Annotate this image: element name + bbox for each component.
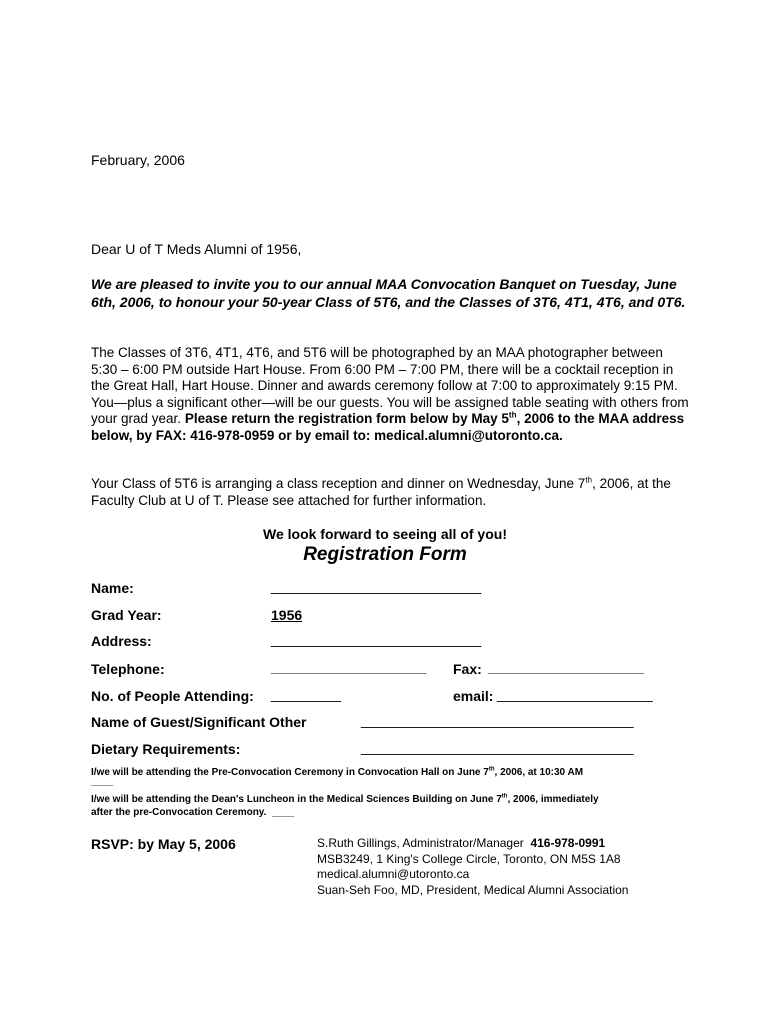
contact-block: [317, 836, 628, 898]
rsvp-deadline: RSVP: by May 5, 2006: [91, 836, 236, 852]
address-field[interactable]: ___________________________: [271, 631, 482, 647]
guest-label: Name of Guest/Significant Other: [91, 714, 307, 730]
fax-field[interactable]: ____________________: [488, 659, 644, 675]
name-field[interactable]: ___________________________: [271, 578, 482, 594]
fax-label: Fax:: [453, 661, 482, 677]
dietary-field[interactable]: ___________________________________: [361, 739, 634, 755]
look-forward-text: We look forward to seeing all of you!: [263, 526, 507, 542]
people-attending-label: No. of People Attending:: [91, 688, 254, 704]
details-text: The Classes of 3T6, 4T1, 4T6, and 5T6 will be photographed by an MAA photographer between 5:30 – 6:00 PM outside Hart House. From 6:00 PM – 7:00 PM, there will be a cocktail reception in the Great Hall, Hart House. Dinner and awards ceremony follow at 7:00 to approximately 9:15 PM. You—plus a significant other—will be our guests. You will be assigned table seating with others from your grad year.: [91, 345, 689, 426]
luncheon-statement-cont: after the pre-Convocation Ceremony. ____: [91, 807, 295, 818]
contact-name: S.Ruth Gillings, Administrator/Manager: [317, 836, 524, 850]
luncheon-statement: I/we will be attending the Dean's Luncheon in the Medical Sciences Building on June 7th, 2006, immediately: [91, 793, 599, 805]
luncheon-checkbox-line[interactable]: ____: [271, 807, 295, 818]
contact-line: [317, 836, 628, 852]
dietary-label: Dietary Requirements:: [91, 741, 241, 757]
contact-phone: 416-978-0991: [530, 836, 606, 850]
salutation: Dear U of T Meds Alumni of 1956,: [91, 241, 302, 257]
email-field[interactable]: ____________________: [497, 686, 653, 702]
contact-address: MSB3249, 1 King's College Circle, Toronto, ON M5S 1A8: [317, 851, 621, 866]
return-instructions: Please return the registration form below by May 5: [184, 411, 509, 426]
invitation-paragraph: We are pleased to invite you to our annual MAA Convocation Banquet on Tuesday, June 6th, 2006, to honour your 50-year Class of 5T6, and the Classes of 3T6, 4T1, 4T6, and 0T6.: [91, 276, 686, 310]
name-label: Name:: [91, 580, 134, 596]
registration-form-title: Registration Form: [303, 544, 467, 565]
people-attending-field[interactable]: _________: [271, 686, 342, 702]
telephone-field[interactable]: ____________________: [271, 659, 427, 675]
president-line: Suan-Seh Foo, MD, President, Medical Alumni Association: [317, 882, 629, 897]
grad-year-label: Grad Year:: [91, 607, 162, 623]
grad-year-value: 1956: [271, 607, 303, 623]
telephone-label: Telephone:: [91, 661, 165, 677]
ceremony-statement: I/we will be attending the Pre-Convocation Ceremony in Convocation Hall on June 7th, 2006, at 10:30 AM: [91, 766, 584, 778]
details-paragraph: The Classes of 3T6, 4T1, 4T6, and 5T6 will be photographed by an MAA photographer between 5:30 – 6:00 PM outside Hart House. From 6:00 PM – 7:00 PM, there will be a cocktail reception in the Great Hall, Hart House. Dinner and awards ceremony follow at 7:00 to approximately 9:15 PM. You—plus a significant other—will be our guests. You will be assigned table seating with others from your grad year. Please return the registration form below by May 5th, 2006 to the MAA address below, by FAX: 416-978-0959 or by email to: medical.alumni@utoronto.ca.: [91, 345, 689, 443]
class-reception-paragraph: Your Class of 5T6 is arranging a class reception and dinner on Wednesday, June 7th, 2006, at the Faculty Club at U of T. Please see attached for further information.: [91, 475, 671, 508]
email-label: email:: [453, 688, 494, 704]
ceremony-checkbox-line[interactable]: ____: [91, 776, 114, 787]
address-label: Address:: [91, 633, 152, 649]
guest-field[interactable]: ___________________________________: [361, 712, 634, 728]
contact-email[interactable]: medical.alumni@utoronto.ca: [317, 867, 470, 881]
letter-date: February, 2006: [91, 152, 185, 168]
